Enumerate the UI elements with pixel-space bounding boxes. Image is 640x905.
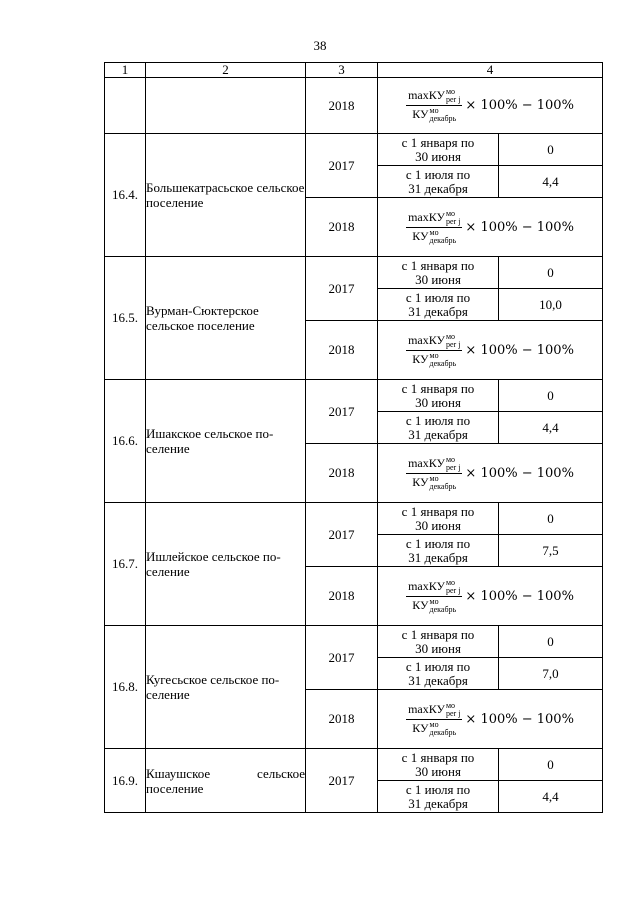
formula-rest: × 100% − 100% (465, 588, 574, 604)
table-row (105, 503, 603, 535)
value-cell: 4,4 (499, 781, 603, 813)
formula-denominator: КУ мо декабрь (412, 473, 457, 491)
formula-rest: × 100% − 100% (465, 465, 574, 481)
year-cell: 2017 (306, 257, 378, 321)
formula-fraction (406, 456, 462, 491)
formula-numerator: maxКУ мо per j (408, 87, 461, 104)
table-row (105, 749, 603, 781)
value-cell: 4,4 (499, 166, 603, 198)
formula (378, 333, 602, 368)
table-row (105, 380, 603, 412)
formula-rest: × 100% − 100% (465, 219, 574, 235)
value-cell: 0 (499, 503, 603, 535)
settlement-name: Кшаушское сельское поселение (146, 749, 306, 813)
formula-cell (378, 198, 603, 257)
year-cell: 2018 (306, 198, 378, 257)
year-cell: 2017 (306, 134, 378, 198)
value-cell: 4,4 (499, 412, 603, 444)
settlement-name: Ишлейское сельское по-селение (146, 503, 306, 626)
formula-cell (378, 690, 603, 749)
formula-rest: × 100% − 100% (465, 98, 574, 113)
formula (378, 579, 602, 614)
row-number: 16.6. (105, 380, 146, 503)
value-cell: 0 (499, 257, 603, 289)
formula-denominator: КУ мо декабрь (412, 227, 457, 245)
formula (378, 702, 602, 737)
year-cell: 2017 (306, 380, 378, 444)
settlement-name: Большекатрасьское сельское поселение (146, 134, 306, 257)
period-cell: с 1 января по 30 июня (378, 749, 499, 781)
value-cell: 7,5 (499, 535, 603, 567)
table-row (105, 257, 603, 289)
row-number: 16.4. (105, 134, 146, 257)
formula-numerator: maxКУ мо per j (408, 331, 461, 349)
formula-denominator: КУ мо декабрь (412, 719, 457, 737)
period-cell: с 1 января по 30 июня (378, 626, 499, 658)
formula (378, 210, 602, 245)
value-cell: 10,0 (499, 289, 603, 321)
year-cell: 2018 (306, 321, 378, 380)
value-cell: 7,0 (499, 658, 603, 690)
formula-numerator: maxКУ мо per j (408, 577, 461, 595)
formula (378, 88, 602, 123)
page-number: 38 (313, 38, 327, 53)
period-cell: с 1 июля по 31 декабря (378, 166, 499, 198)
period-cell: с 1 июля по 31 декабря (378, 289, 499, 321)
formula-cell (378, 567, 603, 626)
table-row (105, 626, 603, 658)
formula-fraction (406, 333, 462, 368)
formula-numerator: maxКУ мо per j (408, 454, 461, 472)
period-cell: с 1 января по 30 июня (378, 380, 499, 412)
header-col-2: 2 (146, 63, 306, 78)
table-row (105, 78, 603, 134)
row-number: 16.8. (105, 626, 146, 749)
formula-denominator: КУ мо декабрь (412, 596, 457, 614)
period-cell: с 1 января по 30 июня (378, 134, 499, 166)
value-cell: 0 (499, 134, 603, 166)
year-cell: 2018 (306, 78, 378, 134)
row-number: 16.5. (105, 257, 146, 380)
settlement-name: Ишакское сельское по-селение (146, 380, 306, 503)
formula-fraction (406, 579, 462, 614)
period-cell: с 1 июля по 31 декабря (378, 535, 499, 567)
formula-cell (378, 321, 603, 380)
settlement-name: Кугесьское сельское по-селение (146, 626, 306, 749)
period-cell: с 1 января по 30 июня (378, 257, 499, 289)
formula-fraction (406, 88, 462, 123)
period-cell: с 1 июля по 31 декабря (378, 412, 499, 444)
row-number: 16.9. (105, 749, 146, 813)
year-cell: 2018 (306, 690, 378, 749)
header-row (105, 63, 603, 78)
formula-fraction (406, 702, 462, 737)
year-cell: 2017 (306, 503, 378, 567)
data-table (104, 62, 603, 813)
formula-denominator: КУ мо декабрь (412, 106, 457, 123)
settlement-name: Вурман-Сюктерское сельское поселение (146, 257, 306, 380)
formula (378, 456, 602, 491)
year-cell: 2018 (306, 444, 378, 503)
year-cell: 2017 (306, 749, 378, 813)
header-col-1: 1 (105, 63, 146, 78)
value-cell: 0 (499, 380, 603, 412)
formula-cell (378, 78, 603, 134)
year-cell: 2017 (306, 626, 378, 690)
formula-cell (378, 444, 603, 503)
header-col-3: 3 (306, 63, 378, 78)
formula-numerator: maxКУ мо per j (408, 208, 461, 226)
header-col-4: 4 (378, 63, 603, 78)
value-cell: 0 (499, 626, 603, 658)
period-cell: с 1 июля по 31 декабря (378, 781, 499, 813)
formula-rest: × 100% − 100% (465, 711, 574, 727)
period-cell: с 1 января по 30 июня (378, 503, 499, 535)
formula-numerator: maxКУ мо per j (408, 700, 461, 718)
year-cell: 2018 (306, 567, 378, 626)
formula-denominator: КУ мо декабрь (412, 350, 457, 368)
formula-rest: × 100% − 100% (465, 342, 574, 358)
table-row (105, 134, 603, 166)
value-cell: 0 (499, 749, 603, 781)
formula-fraction (406, 210, 462, 245)
row-number: 16.7. (105, 503, 146, 626)
period-cell: с 1 июля по 31 декабря (378, 658, 499, 690)
